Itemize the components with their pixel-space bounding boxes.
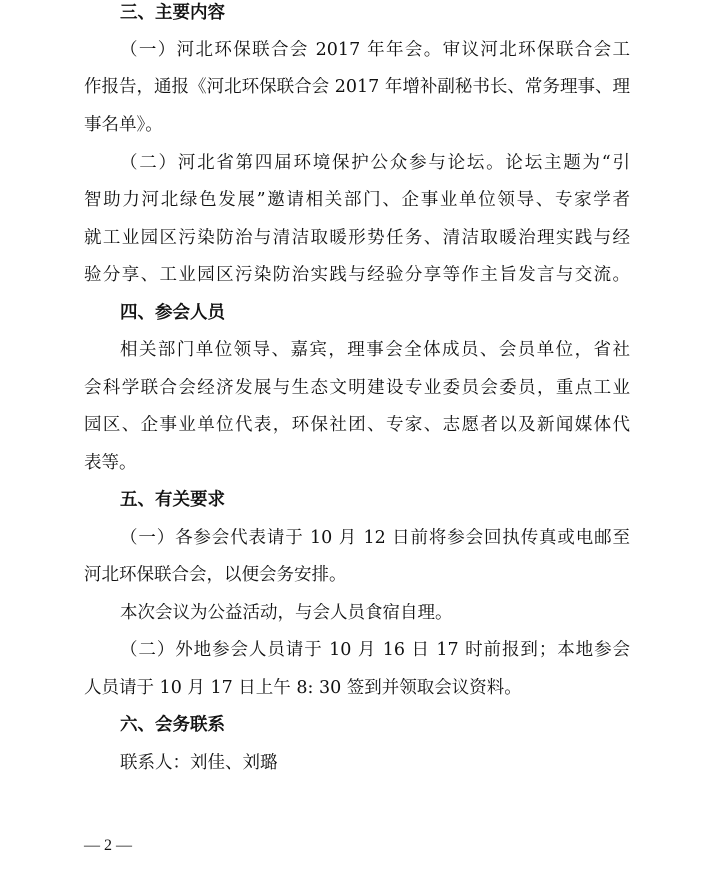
section-5-heading: 五、有关要求 [120,490,225,510]
paragraph-line: 事名单》。 [84,115,163,135]
paragraph-line: 验分享、工业园区污染防治实践与经验分享等作主旨发言与交流。 [84,265,630,285]
section-3-heading: 三、主要内容 [120,3,225,23]
paragraph-line: 人员请于 10 月 17 日上午 8: 30 签到并领取会议资料。 [84,678,522,698]
paragraph-line: 表等。 [84,453,137,473]
page-number: — 2 — [84,837,132,854]
paragraph-line: （二）河北省第四届环境保护公众参与论坛。论坛主题为“引 [120,153,630,173]
paragraph-line: 本次会议为公益活动，与会人员食宿自理。 [120,603,453,623]
paragraph-line: 会科学联合会经济发展与生态文明建设专业委员会委员，重点工业 [84,378,630,398]
paragraph-line: 作报告，通报《河北环保联合会 2017 年增补副秘书长、常务理事、理 [84,77,630,97]
paragraph-line: 智助力河北绿色发展”邀请相关部门、企事业单位领导、专家学者 [84,190,630,210]
paragraph-line: （二）外地参会人员请于 10 月 16 日 17 时前报到；本地参会 [120,640,630,660]
section-4-heading: 四、参会人员 [120,303,225,323]
paragraph-line: （一）各参会代表请于 10 月 12 日前将参会回执传真或电邮至 [120,528,630,548]
contact-line: 联系人：刘佳、刘璐 [120,753,278,773]
paragraph-line: 园区、企事业单位代表，环保社团、专家、志愿者以及新闻媒体代 [84,415,630,435]
paragraph-line: 相关部门单位领导、嘉宾，理事会全体成员、会员单位，省社 [120,340,630,360]
paragraph-line: （一）河北环保联合会 2017 年年会。审议河北环保联合会工 [120,40,630,60]
section-6-heading: 六、会务联系 [120,715,225,735]
paragraph-line: 河北环保联合会，以便会务安排。 [84,565,347,585]
paragraph-line: 就工业园区污染防治与清洁取暖形势任务、清洁取暖治理实践与经 [84,228,630,248]
